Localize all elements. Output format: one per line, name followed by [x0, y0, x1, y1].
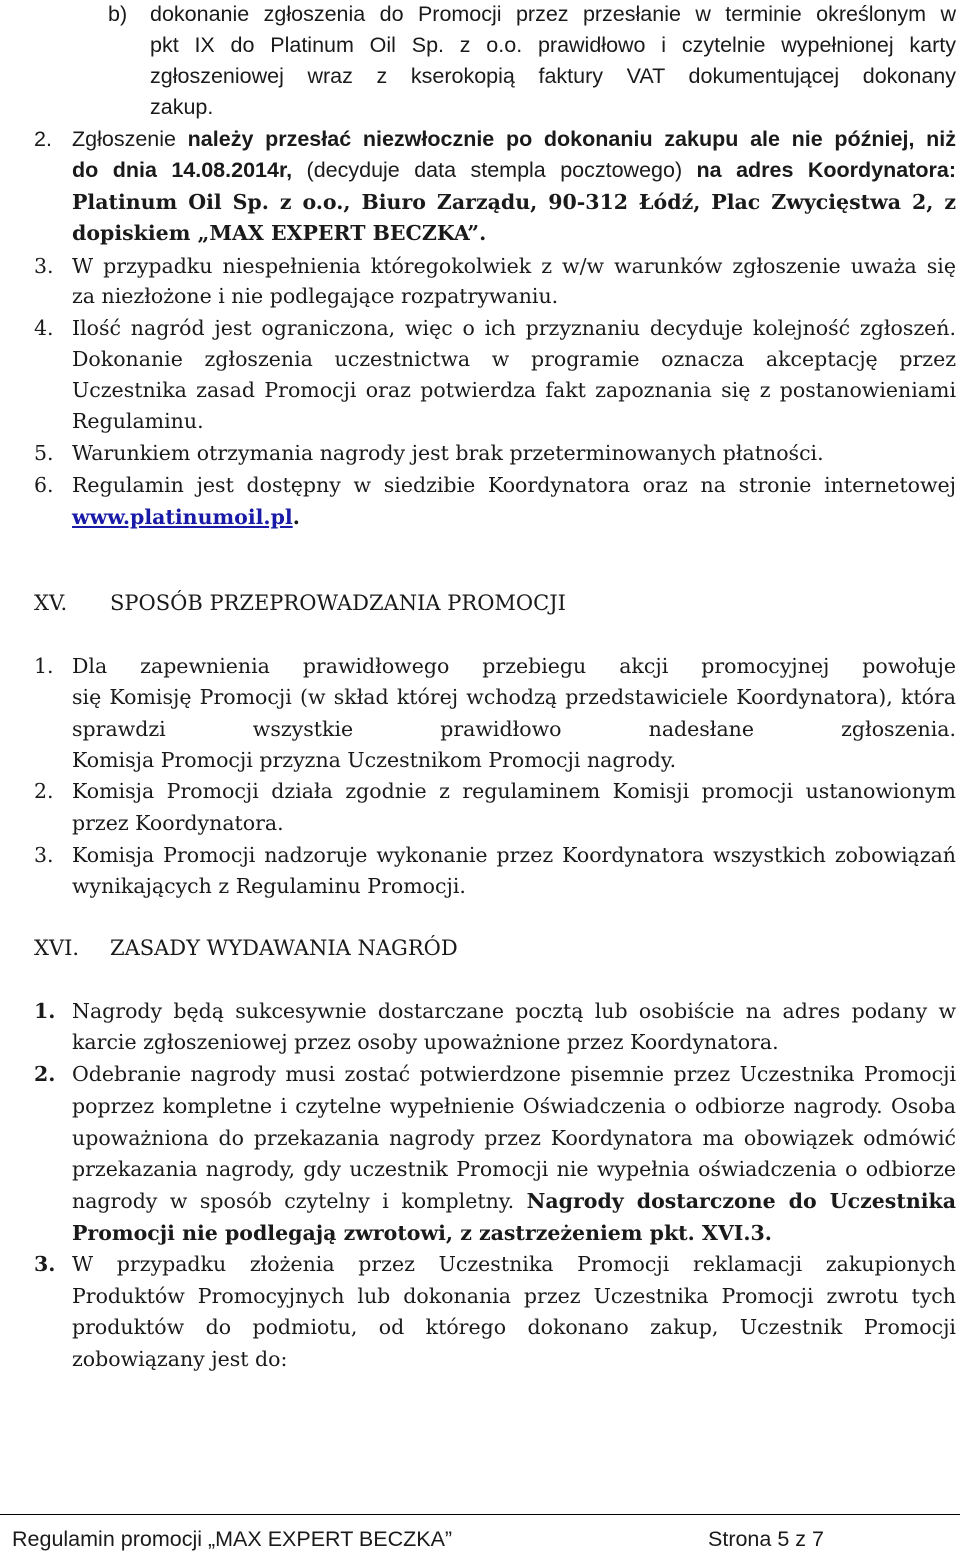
section-number: XVI. [34, 936, 80, 960]
paragraph-line: pkt IX do Platinum Oil Sp. z o.o. prawidłowo i czytelnie wypełnionej karty [150, 33, 956, 57]
paragraph-line: Platinum Oil Sp. z o.o., Biuro Zarządu, 90-312 Łódź, Plac Zwycięstwa 2, z [72, 190, 956, 214]
paragraph-line: www.platinumoil.pl. [72, 505, 300, 529]
list-number: 3. [34, 254, 54, 278]
paragraph-line: zakup. [150, 95, 214, 119]
paragraph-line: Dla zapewnienia prawidłowego przebiegu akcji promocyjnej powołuje [72, 654, 956, 678]
paragraph-line: upoważniona do przekazania nagrody przez Koordynatora ma obowiązek odmówić [72, 1126, 956, 1150]
paragraph-line: poprzez kompletne i czytelne wypełnienie Oświadczenia o odbiorze nagrody. Osoba [72, 1094, 956, 1118]
paragraph-line: Regulaminu. [72, 409, 204, 433]
list-number: 2. [34, 1062, 56, 1086]
website-link[interactable]: www.platinumoil.pl [72, 505, 293, 529]
paragraph-line: zgłoszeniowej wraz z kserokopią faktury VAT dokumentującej dokonany [150, 64, 956, 88]
list-number: 6. [34, 473, 54, 497]
paragraph-line: wynikających z Regulaminu Promocji. [72, 874, 466, 898]
paragraph-line: nagrody w sposób czytelny i kompletny. Nagrody dostarczone do Uczestnika [72, 1189, 956, 1213]
paragraph-line: za niezłożone i nie podlegające rozpatrywaniu. [72, 284, 559, 308]
paragraph-line: Dokonanie zgłoszenia uczestnictwa w programie oznacza akceptację przez [72, 347, 956, 371]
paragraph-line: Odebranie nagrody musi zostać potwierdzone pisemnie przez Uczestnika Promocji [72, 1062, 956, 1086]
paragraph-line: Regulamin jest dostępny w siedzibie Koordynatora oraz na stronie internetowej [72, 473, 956, 497]
list-marker: b) [108, 2, 128, 26]
paragraph-line: zobowiązany jest do: [72, 1347, 288, 1371]
paragraph-line: Komisja Promocji przyzna Uczestnikom Promocji nagrody. [72, 748, 677, 772]
list-number: 1. [34, 999, 56, 1023]
paragraph-line: Zgłoszenie należy przesłać niezwłocznie po dokonaniu zakupu ale nie później, niż [72, 127, 956, 151]
paragraph-line: przekazania nagrody, gdy uczestnik Promocji nie wypełnia oświadczenia o odbiorze [72, 1157, 956, 1181]
paragraph-line: Nagrody będą sukcesywnie dostarczane pocztą lub osobiście na adres podany w [72, 999, 956, 1023]
list-number: 3. [34, 843, 54, 867]
list-number: 3. [34, 1252, 56, 1276]
list-number: 1. [34, 654, 54, 678]
paragraph-line: Produktów Promocyjnych lub dokonania przez Uczestnika Promocji zwrotu tych [72, 1284, 956, 1308]
section-title: ZASADY WYDAWANIA NAGRÓD [110, 936, 458, 960]
paragraph-line: dokonanie zgłoszenia do Promocji przez przesłanie w terminie określonym w [150, 2, 956, 26]
paragraph-line: Uczestnika zasad Promocji oraz potwierdza fakt zapoznania się z postanowieniami [72, 378, 956, 402]
paragraph-line: sprawdzi wszystkie prawidłowo nadesłane zgłoszenia. [72, 717, 956, 741]
paragraph-line: do dnia 14.08.2014r, (decyduje data stempla pocztowego) na adres Koordynatora: [72, 158, 956, 182]
paragraph-line: się Komisję Promocji (w skład której wchodzą przedstawiciele Koordynatora), która [72, 685, 956, 709]
paragraph-line: karcie zgłoszeniowej przez osoby upoważnione przez Koordynatora. [72, 1030, 779, 1054]
paragraph-line: Warunkiem otrzymania nagrody jest brak przeterminowanych płatności. [72, 441, 824, 465]
list-number: 2. [34, 127, 52, 151]
list-number: 5. [34, 441, 54, 465]
paragraph-line: Komisja Promocji nadzoruje wykonanie przez Koordynatora wszystkich zobowiązań [72, 843, 956, 867]
page-number: Strona 5 z 7 [708, 1527, 824, 1551]
paragraph-line: Ilość nagród jest ograniczona, więc o ich przyznaniu decyduje kolejność zgłoszeń. [72, 316, 956, 340]
paragraph-line: przez Koordynatora. [72, 811, 284, 835]
section-title: SPOSÓB PRZEPROWADZANIA PROMOCJI [110, 591, 566, 615]
section-number: XV. [34, 591, 68, 615]
paragraph-line: Komisja Promocji działa zgodnie z regulaminem Komisji promocji ustanowionym [72, 779, 956, 803]
paragraph-line: W przypadku złożenia przez Uczestnika Promocji reklamacji zakupionych [72, 1252, 956, 1276]
footer-divider [0, 1514, 960, 1515]
paragraph-line: produktów do podmiotu, od którego dokonano zakup, Uczestnik Promocji [72, 1315, 956, 1339]
paragraph-line: dopiskiem „MAX EXPERT BECZKA”. [72, 221, 487, 245]
footer-title: Regulamin promocji „MAX EXPERT BECZKA” [12, 1527, 453, 1551]
list-number: 4. [34, 316, 54, 340]
list-number: 2. [34, 779, 54, 803]
paragraph-line: W przypadku niespełnienia któregokolwiek z w/w warunków zgłoszenie uważa się [72, 254, 956, 278]
paragraph-line: Promocji nie podlegają zwrotowi, z zastrzeżeniem pkt. XVI.3. [72, 1221, 772, 1245]
